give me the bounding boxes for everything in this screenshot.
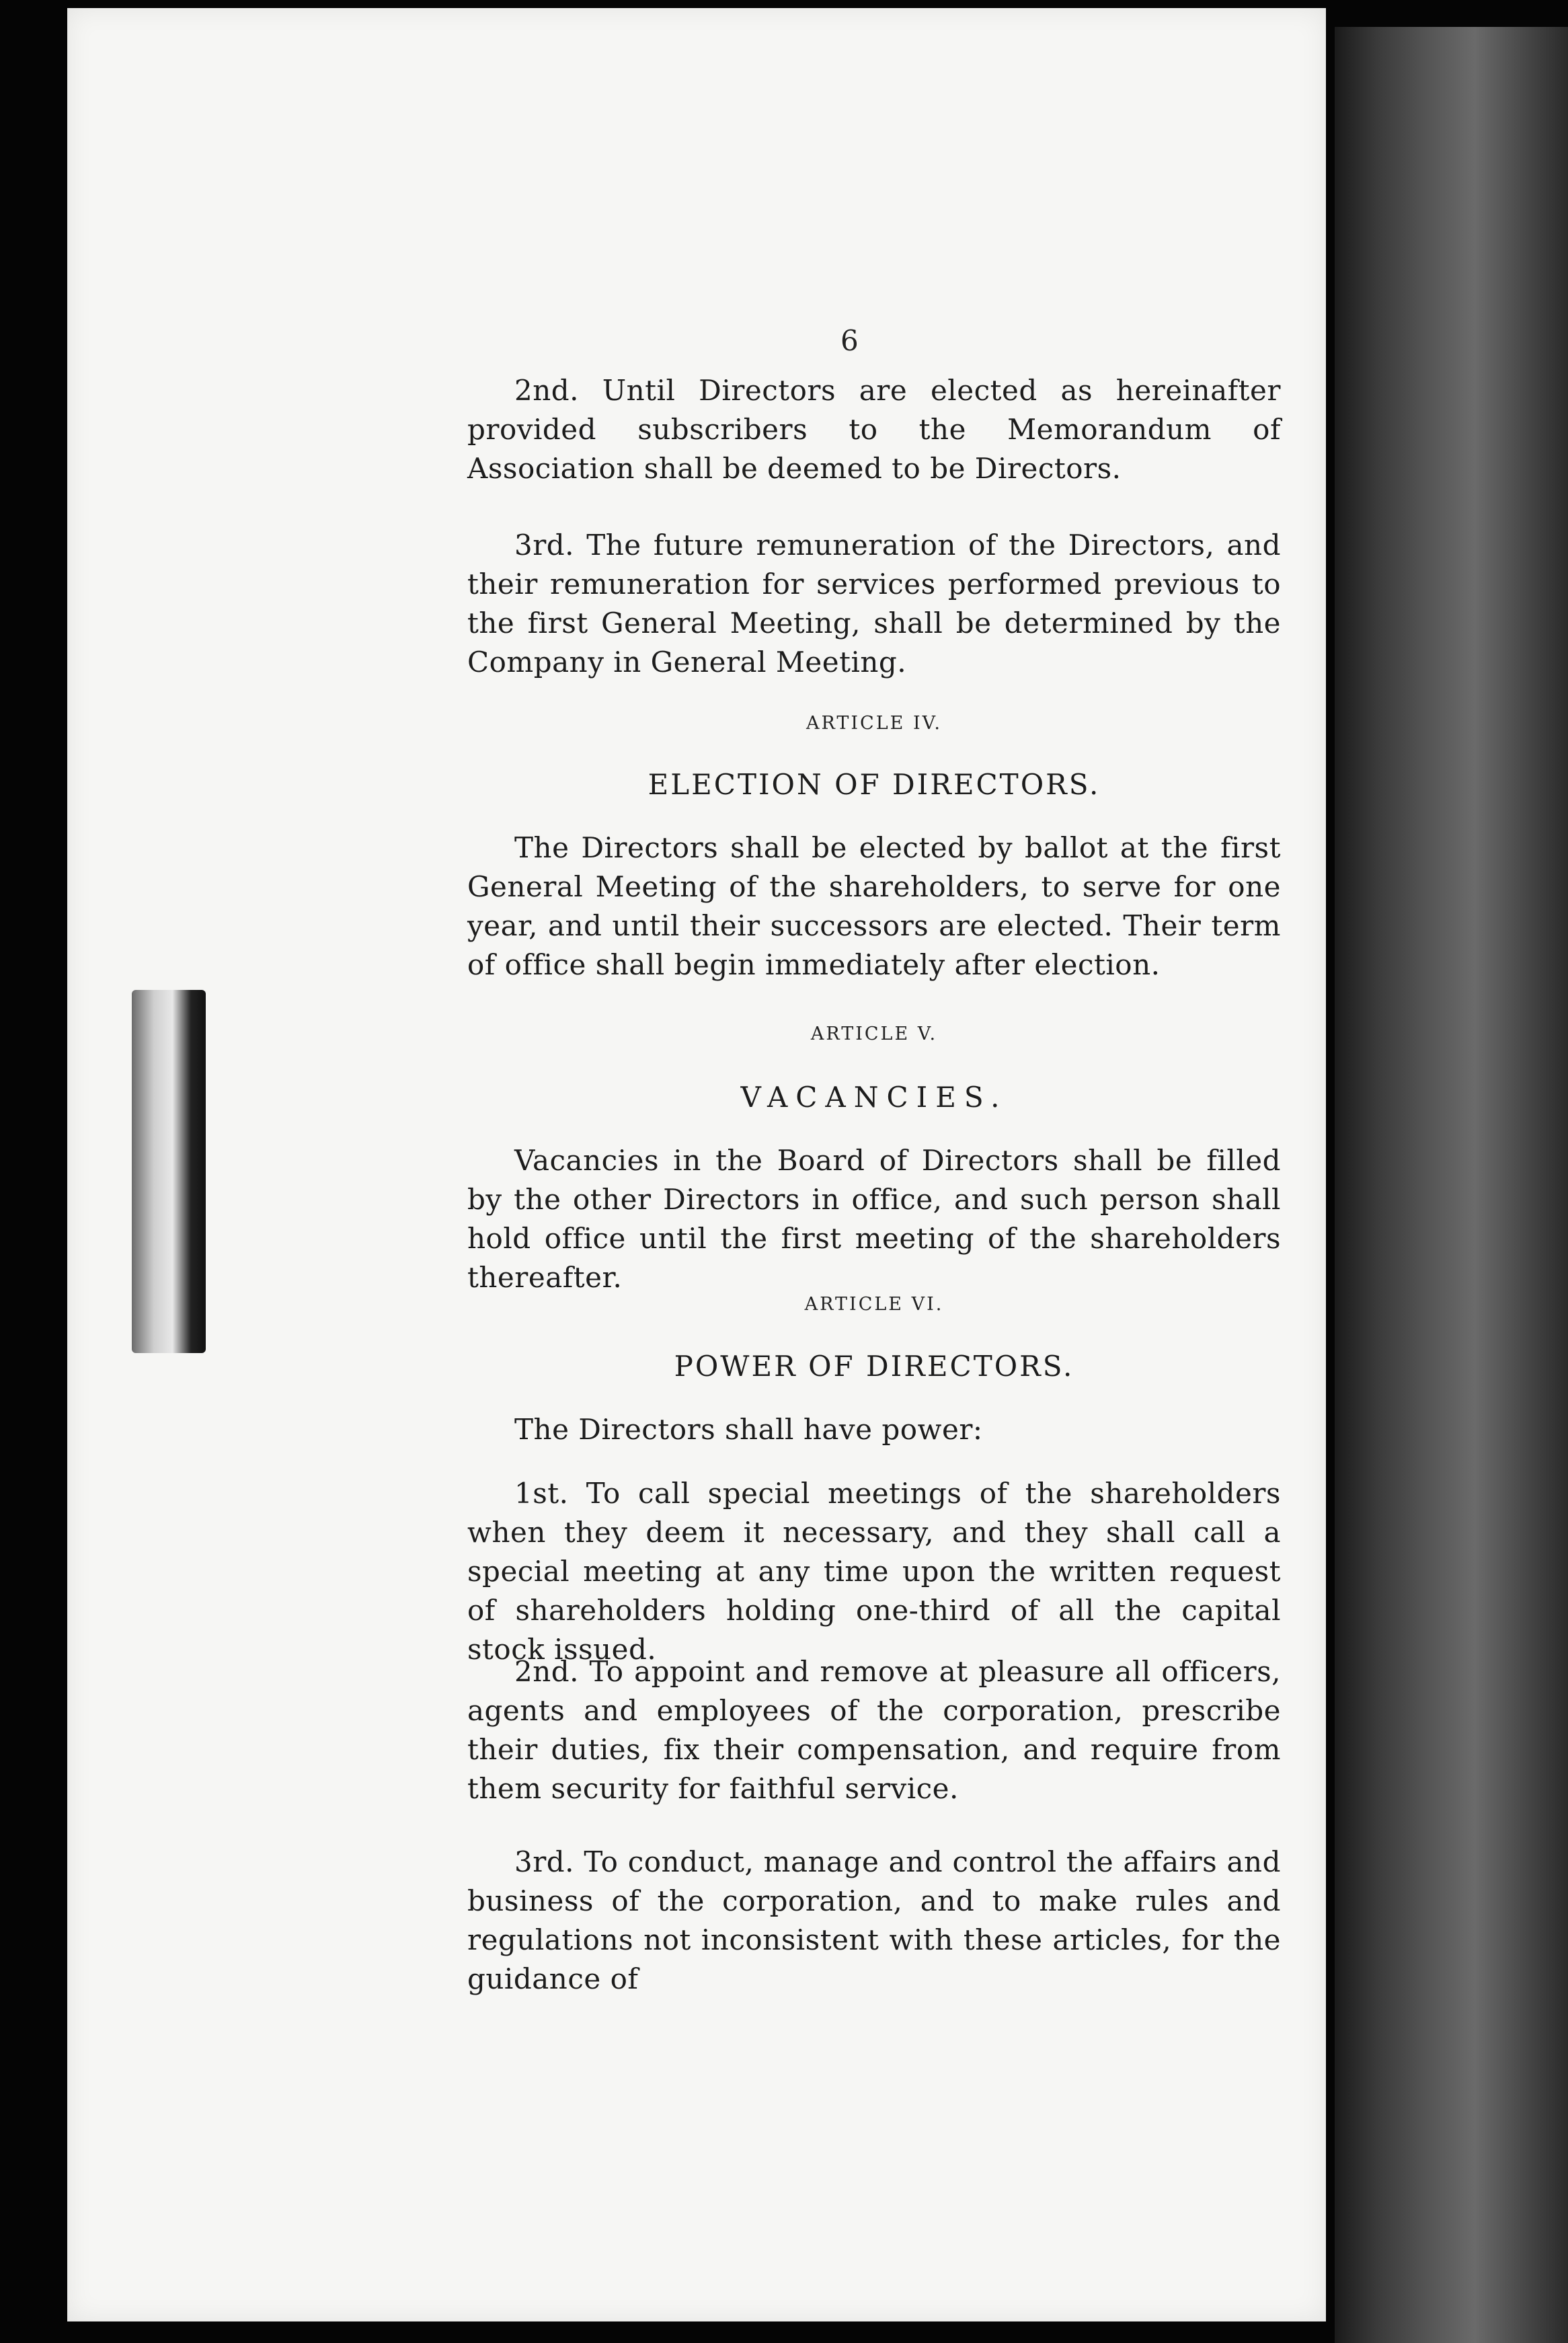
article-label: ARTICLE VI. (804, 1294, 944, 1315)
article-title: ELECTION OF DIRECTORS. (648, 768, 1101, 801)
paragraph-3rd-remuneration: 3rd. The future remuneration of the Directors, and their remuneration for services performed previous to the first General Meeting, shall be determined by the Company in General Meeting. (467, 529, 1281, 679)
paragraph-2nd-until-directors: 2nd. Until Directors are elected as hereinafter provided subscribers to the Memorandum of Association shall be deemed to be Directors. (467, 374, 1281, 485)
article-label: ARTICLE IV. (806, 713, 942, 734)
page-number: 6 (840, 324, 859, 357)
paragraph-1st-special-meetings: 1st. To call special meetings of the shareholders when they deem it necessary, and they shall call a special meeting at any time upon the written request of shareholders holding one-third of all the capital stock issued. (467, 1477, 1281, 1666)
paragraph-2nd-appoint-officers: 2nd. To appoint and remove at pleasure all officers, agents and employees of the corporation, prescribe their duties, fix their compensation, and require from them security for faithful service. (467, 1655, 1281, 1805)
article-title: VACANCIES. (740, 1081, 1008, 1114)
document-page (67, 8, 1326, 2321)
paragraph-election: The Directors shall be elected by ballot at the first General Meeting of the shareholders, to serve for one year, and until their successors are elected. Their term of office shall begin immediately after election. (467, 831, 1281, 981)
article-label: ARTICLE V. (810, 1024, 938, 1044)
binding-clip (132, 990, 206, 1353)
article-title: POWER OF DIRECTORS. (674, 1350, 1074, 1383)
paragraph-3rd-conduct-affairs: 3rd. To conduct, manage and control the affairs and business of the corporation, and to make rules and regulations not inconsistent with these articles, for the guidance of (467, 1845, 1281, 1995)
paragraph-power-intro: The Directors shall have power: (514, 1413, 983, 1446)
facing-page-edge (1335, 27, 1568, 2343)
paragraph-vacancies: Vacancies in the Board of Directors shall be filled by the other Directors in office, and such person shall hold office until the first meeting of the shareholders thereafter. (467, 1144, 1281, 1294)
